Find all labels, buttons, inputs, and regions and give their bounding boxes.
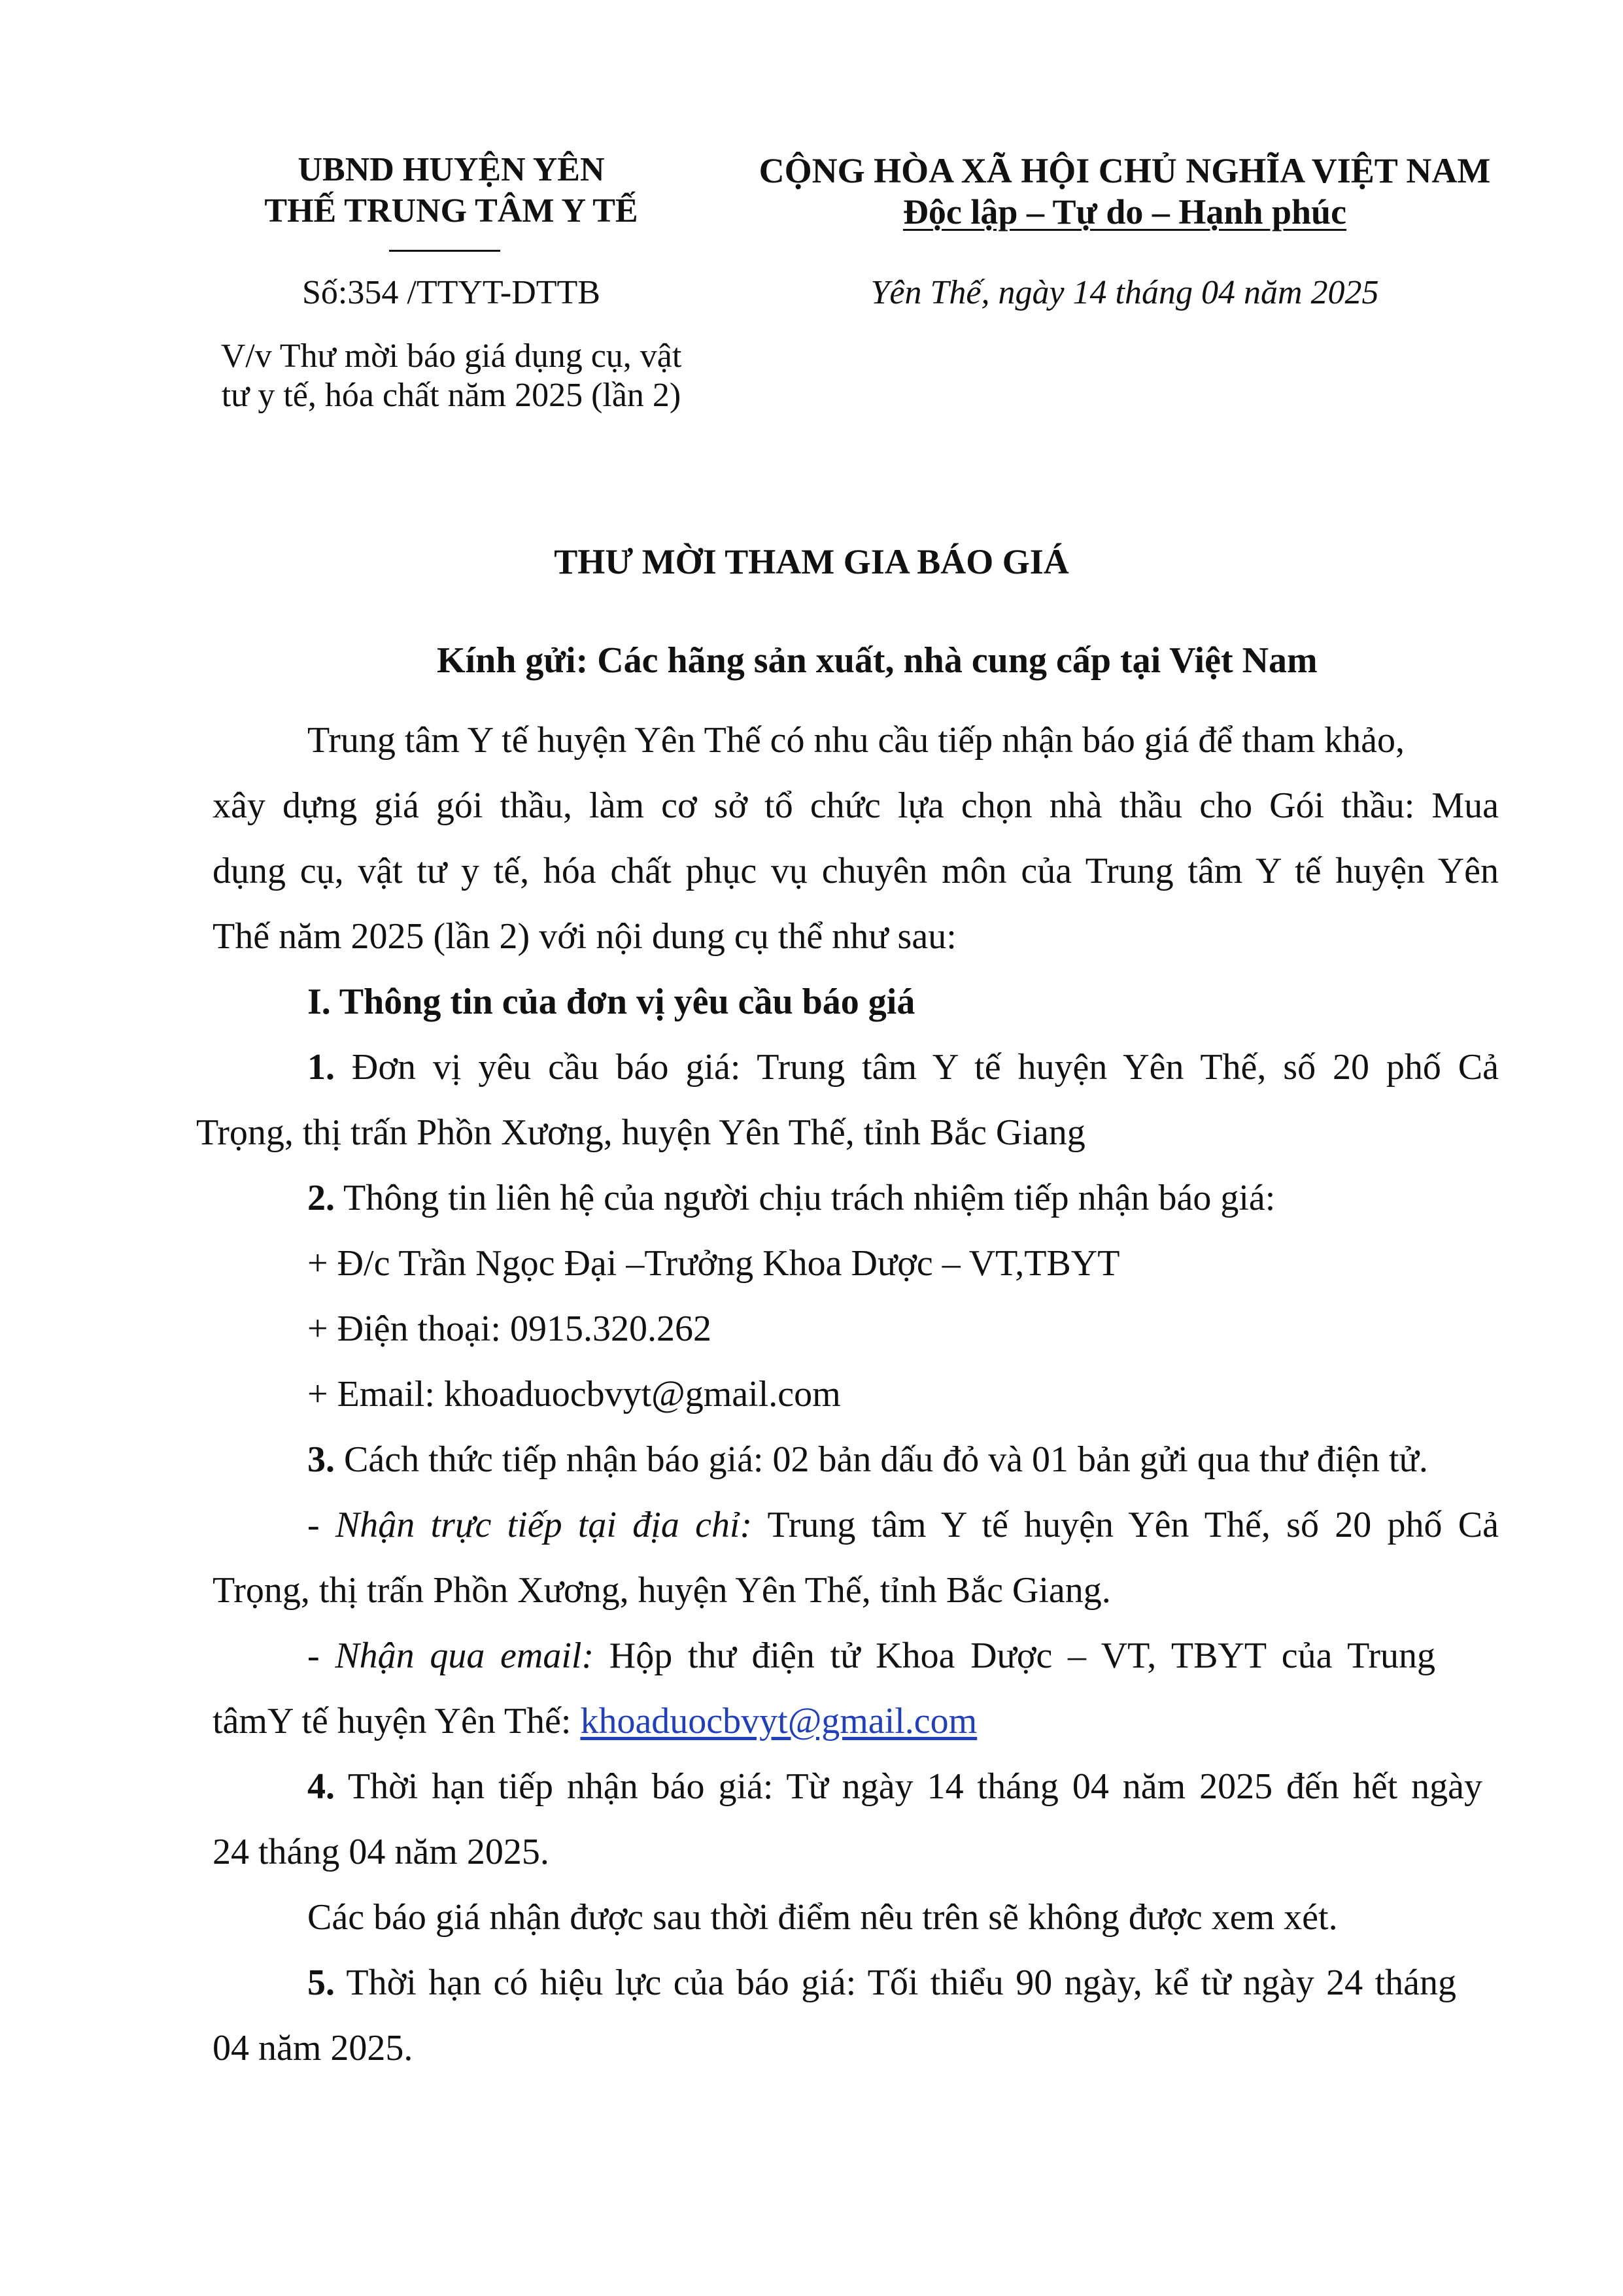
item-3-line-1 [307, 1439, 1428, 1481]
item-1-number: 1. [307, 1047, 335, 1088]
direct-delivery-text: Trung tâm Y tế huyện Yên Thế, số 20 phố Cả [752, 1505, 1499, 1545]
contact-phone: + Điện thoại: 0915.320.262 [307, 1309, 711, 1349]
item-4-text: Thời hạn tiếp nhận báo giá: Từ ngày 14 tháng 04 năm 2025 đến hết ngày [335, 1766, 1482, 1807]
item-4-line-1 [307, 1766, 1482, 1808]
email-delivery-label: - Nhận qua email: [307, 1636, 594, 1676]
document-subject-line-2: tư y tế, hóa chất năm 2025 (lần 2) [221, 377, 681, 414]
intro-text: Trung tâm Y tế huyện Yên Thế có nhu cầu tiếp nhận báo giá để tham khảo, [307, 720, 1405, 761]
intro-line-4: Thế năm 2025 (lần 2) với nội dung cụ thể như sau: [213, 916, 957, 957]
national-title: CỘNG HÒA XÃ HỘI CHỦ NGHĨA VIỆT NAM [759, 151, 1491, 190]
direct-delivery-label: - Nhận trực tiếp tại địa chỉ: [307, 1505, 753, 1545]
item-5-number: 5. [307, 1962, 335, 2003]
date-place: Yên Thế, ngày 14 tháng 04 năm 2025 [870, 274, 1379, 311]
item-3-text: Cách thức tiếp nhận báo giá: 02 bản dấu đỏ và 01 bản gửi qua thư điện tử. [335, 1439, 1428, 1480]
header-left-divider [389, 250, 500, 252]
item-1-line-1 [307, 1046, 1499, 1088]
issuing-unit: THẾ TRUNG TÂM Y TẾ [264, 192, 638, 230]
email-delivery-prefix: tâmY tế huyện Yên Thế: [213, 1701, 581, 1741]
email-delivery-text: Hộp thư điện tử Khoa Dược – VT, TBYT của Trung [594, 1636, 1436, 1676]
item-1-text: Đơn vị yêu cầu báo giá: Trung tâm Y tế huyện Yên Thế, số 20 phố Cả [335, 1047, 1499, 1088]
email-link[interactable]: khoaduocbvyt@gmail.com [580, 1701, 978, 1741]
letter-title: THƯ MỜI THAM GIA BÁO GIÁ [554, 542, 1069, 581]
item-4-line-2: 24 tháng 04 năm 2025. [213, 1832, 549, 1872]
intro-line-1 [307, 719, 1499, 761]
email-delivery-line-2 [213, 1700, 977, 1742]
item-4-note: Các báo giá nhận được sau thời điểm nêu trên sẽ không được xem xét. [307, 1897, 1338, 1938]
contact-name: + Đ/c Trần Ngọc Đại –Trưởng Khoa Dược – VT,TBYT [307, 1243, 1120, 1284]
item-5-line-2: 04 năm 2025. [213, 2028, 413, 2068]
direct-delivery-line-1 [307, 1504, 1499, 1546]
item-2-text: Thông tin liên hệ của người chịu trách nhiệm tiếp nhận báo giá: [335, 1178, 1276, 1218]
contact-email: + Email: khoaduocbvyt@gmail.com [307, 1374, 841, 1414]
issuing-authority: UBND HUYỆN YÊN [298, 151, 605, 188]
intro-line-2: xây dựng giá gói thầu, làm cơ sở tổ chức lựa chọn nhà thầu cho Gói thầu: Mua [213, 785, 1499, 826]
item-1-line-2: Trọng, thị trấn Phồn Xương, huyện Yên Thế, tỉnh Bắc Giang [196, 1112, 1085, 1153]
direct-delivery-line-2: Trọng, thị trấn Phồn Xương, huyện Yên Thế, tỉnh Bắc Giang. [213, 1570, 1111, 1611]
item-2-number: 2. [307, 1178, 335, 1218]
recipient-line: Kính gửi: Các hãng sản xuất, nhà cung cấp tại Việt Nam [437, 640, 1318, 681]
item-5-text: Thời hạn có hiệu lực của báo giá: Tối thiểu 90 ngày, kể từ ngày 24 tháng [335, 1962, 1456, 2003]
item-3-number: 3. [307, 1439, 335, 1480]
document-subject-line-1: V/v Thư mời báo giá dụng cụ, vật [220, 337, 682, 375]
national-motto: Độc lập – Tự do – Hạnh phúc [902, 192, 1347, 231]
intro-line-3: dụng cụ, vật tư y tế, hóa chất phục vụ chuyên môn của Trung tâm Y tế huyện Yên [213, 851, 1499, 891]
item-4-number: 4. [307, 1766, 335, 1807]
document-number: Số:354 /TTYT-DTTB [302, 274, 600, 311]
item-5-line-1 [307, 1962, 1456, 2004]
item-2-line-1 [307, 1177, 1275, 1219]
section-1-heading: I. Thông tin của đơn vị yêu cầu báo giá [307, 982, 915, 1022]
email-delivery-line-1 [307, 1635, 1435, 1677]
